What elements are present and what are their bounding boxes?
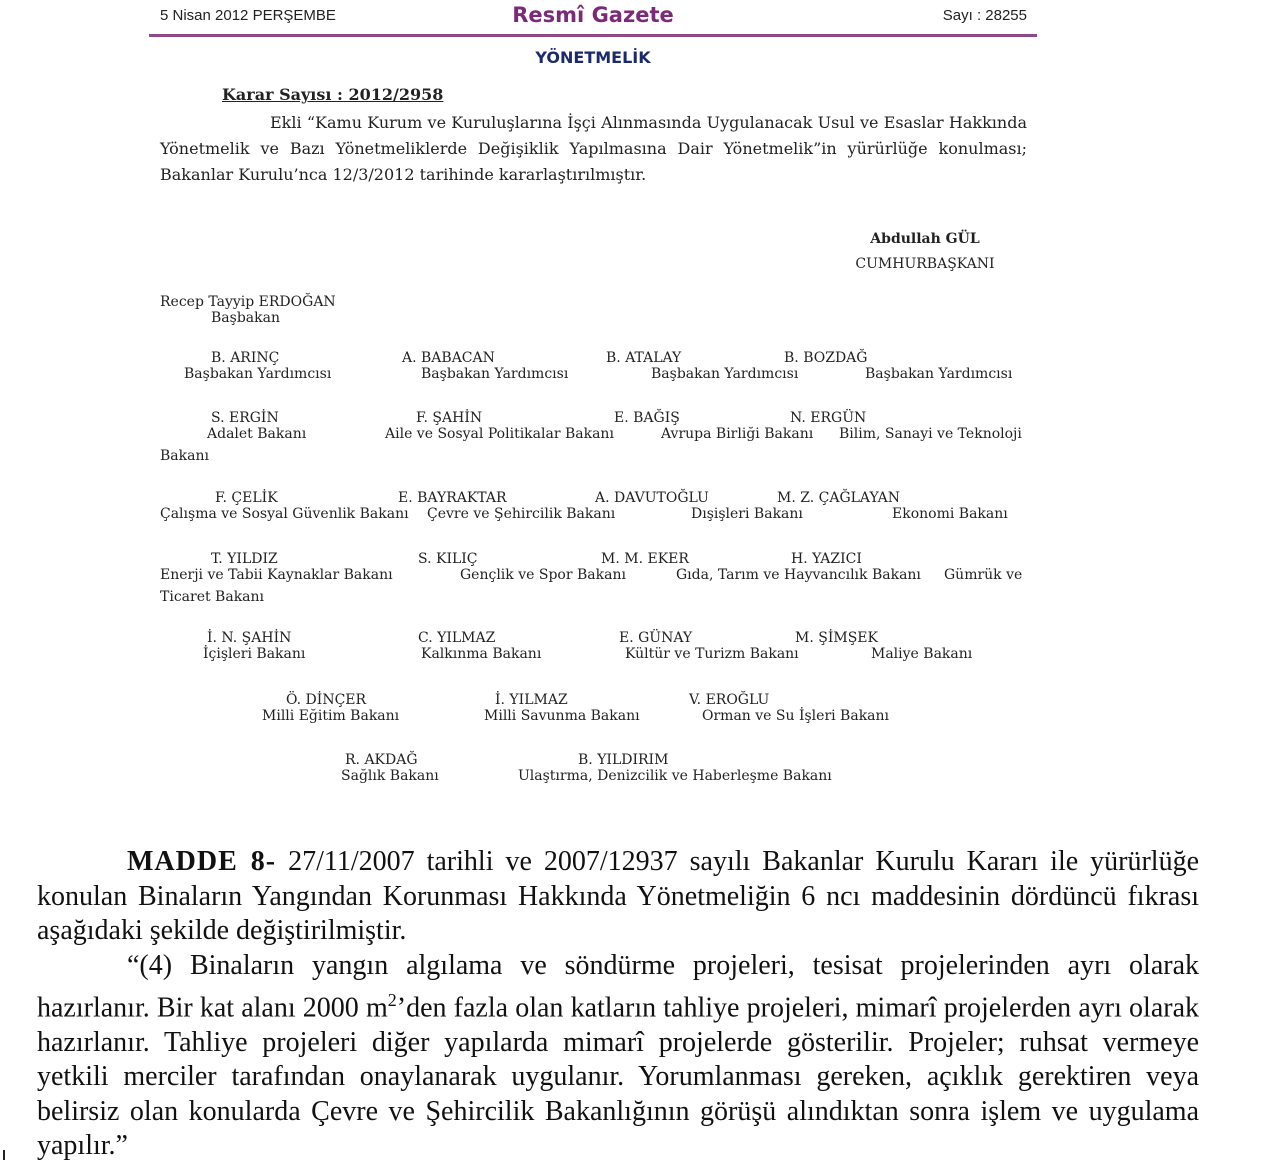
signatory [689, 692, 889, 724]
article-quote [37, 949, 1199, 1164]
signatory-role-continuation: Bakanı [160, 448, 209, 464]
signatory [262, 692, 399, 724]
article-quote-part1: “(4) Binaların yangın algılama ve söndürme projeleri, tesisat projelerinden ayrı olarak hazırlanır. Bir kat alanı 2000 m [37, 949, 1199, 1024]
signatory-name: A. BABACAN [402, 350, 495, 366]
signatory-name: İ. YILMAZ [495, 692, 568, 708]
signatory-name: V. EROĞLU [689, 692, 770, 708]
superscript-2: 2 [387, 990, 397, 1010]
signatory-role: Ekonomi Bakanı [892, 506, 1008, 522]
signatory-name: Ö. DİNÇER [286, 692, 367, 708]
signatory-role: Avrupa Birliği Bakanı [661, 426, 814, 442]
signatory [341, 752, 439, 784]
issue-date: 5 Nisan 2012 PERŞEMBE [160, 7, 336, 24]
signatory-name: B. ARINÇ [211, 350, 280, 366]
signatory [160, 551, 393, 583]
article-quote-part2: ’den fazla olan katların tahliye projeleri, mimarî projelerden ayrı olarak hazırlanır. Tahliye projeleri diğer yapılarda mimarî projelerde gösterilir. Projeler; ruhsat vermeye yetkili merciler tarafından onaylanarak uygulanır. Yorumlanması gereken, açıklık gerektiren veya belirsiz olan konularda Çevre ve Şehircilik Bakanlığının görüşü alındıktan sonra işlem ve uygulama yapılır.” [37, 992, 1200, 1162]
signatory-role: Ulaştırma, Denizcilik ve Haberleşme Bakanı [518, 768, 832, 784]
signatory [418, 630, 541, 662]
signatory-role: Gençlik ve Spor Bakanı [460, 567, 626, 583]
signatory-role: Aile ve Sosyal Politikalar Bakanı [385, 426, 614, 442]
signatory-role: Başbakan Yardımcısı [184, 366, 332, 382]
signatory [207, 410, 306, 442]
signatory-name: C. YILMAZ [418, 630, 496, 646]
section-title: YÖNETMELİK [535, 48, 651, 67]
signatory-role: Adalet Bakanı [207, 426, 307, 442]
gazette-header [149, 0, 1037, 37]
signatory [418, 551, 626, 583]
article-8 [37, 845, 1199, 1164]
signatory-role: Gıda, Tarım ve Hayvancılık Bakanı [676, 567, 921, 583]
signatory-role-continuation: Ticaret Bakanı [160, 589, 265, 605]
signatory-name: İ. N. ŞAHİN [207, 630, 292, 646]
signatory-role: Başbakan Yardımcısı [865, 366, 1013, 382]
signatory-role: Maliye Bakanı [871, 646, 973, 662]
signatory-name: E. BAYRAKTAR [398, 490, 507, 506]
signatory [790, 410, 1022, 442]
signatory-name: E. BAĞIŞ [614, 410, 680, 426]
signatory-role: Enerji ve Tabii Kaynaklar Bakanı [160, 567, 393, 583]
signatory [784, 350, 1012, 382]
signatory [614, 410, 813, 442]
president-name: Abdullah GÜL [870, 231, 980, 247]
signatory [385, 410, 614, 442]
signatory-role: Çalışma ve Sosyal Güvenlik Bakanı [160, 506, 409, 522]
signatory-name: R. AKDAĞ [345, 752, 418, 768]
signatory [619, 630, 799, 662]
signatory-role: Gümrük ve [944, 567, 1023, 583]
signatory-name: F. ŞAHİN [416, 410, 483, 426]
signatory-role: Orman ve Su İşleri Bakanı [702, 708, 890, 724]
signatory-name: B. BOZDAĞ [784, 350, 868, 366]
signatory-role: Başbakan [211, 310, 280, 326]
signatory-name: S. ERGİN [211, 410, 279, 426]
signatory [518, 752, 832, 784]
signatory [402, 350, 568, 382]
signatory-name: Recep Tayyip ERDOĞAN [160, 294, 336, 310]
text-cursor-mark [3, 1150, 5, 1160]
signatory-name: H. YAZICI [791, 551, 862, 567]
signatory-name: A. DAVUTOĞLU [595, 490, 709, 506]
signatory-role: Kültür ve Turizm Bakanı [625, 646, 799, 662]
signatory-name: F. ÇELİK [215, 490, 278, 506]
signatory-name: B. YILDIRIM [578, 752, 669, 768]
article-intro [37, 845, 1199, 949]
signatory-name: M. M. EKER [601, 551, 689, 567]
decision-body: Ekli “Kamu Kurum ve Kuruluşlarına İşçi Alınmasında Uygulanacak Usul ve Esaslar Hakkında Yönetmelik ve Bazı Yönetmeliklerde Değişiklik Yapılmasına Dair Yönetmelik”in yürürlüğe konulması; Bakanlar Kurulu’nca 12/3/2012 tarihinde kararlaştırılmıştır. [160, 113, 1027, 184]
signatory-name: M. ŞİMŞEK [795, 630, 878, 646]
signatory-role: Başbakan Yardımcısı [651, 366, 799, 382]
signatory [398, 490, 615, 522]
signatory [184, 350, 331, 382]
signatory [484, 692, 640, 724]
signatory-name: B. ATALAY [606, 350, 682, 366]
president-signature [840, 227, 1010, 277]
signatory [791, 551, 1022, 583]
signatory-name: M. Z. ÇAĞLAYAN [777, 490, 900, 506]
signatory [606, 350, 798, 382]
issue-number: Sayı : 28255 [942, 7, 1027, 24]
decision-text [160, 110, 1027, 188]
gazette-title: Resmî Gazete [512, 3, 674, 27]
signatory-name: T. YILDIZ [211, 551, 278, 567]
signatory-role: Sağlık Bakanı [341, 768, 439, 784]
decision-number: Karar Sayısı : 2012/2958 [222, 85, 444, 104]
article-label: MADDE 8- [127, 846, 277, 877]
signatory-role: Milli Eğitim Bakanı [262, 708, 400, 724]
signatory-name: N. ERGÜN [790, 410, 867, 426]
signatory-role: Dışişleri Bakanı [691, 506, 803, 522]
signatory-role: Çevre ve Şehircilik Bakanı [427, 506, 616, 522]
signatory-role: Bilim, Sanayi ve Teknoloji [839, 426, 1022, 442]
signatory-role: Başbakan Yardımcısı [421, 366, 569, 382]
signatory-role: Kalkınma Bakanı [421, 646, 542, 662]
signatory [160, 490, 409, 522]
signatory [160, 294, 336, 326]
signatory [595, 490, 803, 522]
article-text: 27/11/2007 tarihli ve 2007/12937 sayılı Bakanlar Kurulu Kararı ile yürürlüğe konulan Binaların Yangından Korunması Hakkında Yönetmeliğin 6 ncı maddesinin dördüncü fıkrası aşağıdaki şekilde değiştirilmiştir. [37, 846, 1200, 946]
signatory-role: İçişleri Bakanı [203, 646, 306, 662]
signatory [777, 490, 1008, 522]
signatory [795, 630, 972, 662]
signatory-role: Milli Savunma Bakanı [484, 708, 640, 724]
signatory-name: S. KILIÇ [418, 551, 478, 567]
signatory [203, 630, 305, 662]
signatory-name: E. GÜNAY [619, 630, 693, 646]
president-title: CUMHURBAŞKANI [855, 256, 995, 272]
